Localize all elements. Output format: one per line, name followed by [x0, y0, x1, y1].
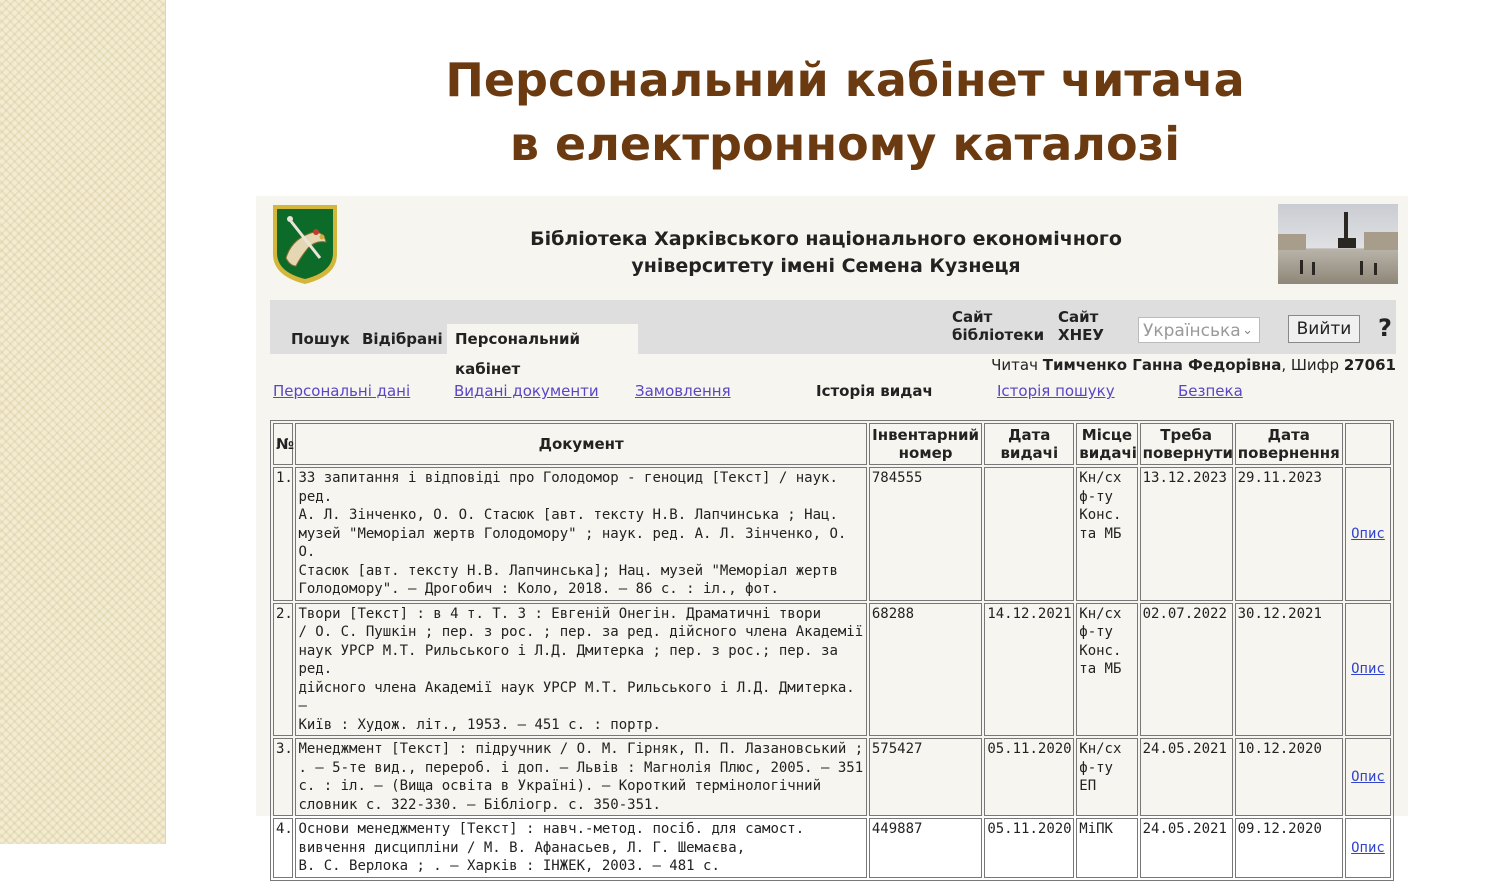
exit-button[interactable]: Вийти — [1288, 315, 1360, 343]
header-num: № — [273, 423, 293, 465]
row-document: Основи менеджменту [Текст] : навч.-метод. посіб. для самост. вивчення дисципліни / М. В. Афанасьев, Л. Г. Шемаєва, В. С. Верлока ; . — Харків : ІНЖЕК, 2003. — 481 с. — [295, 818, 866, 878]
description-link[interactable]: Опис — [1351, 661, 1385, 677]
library-site-link[interactable]: Сайт бібліотеки — [952, 308, 1045, 344]
slide-title — [340, 48, 1350, 176]
description-link[interactable]: Опис — [1351, 525, 1385, 542]
table-row — [273, 603, 1391, 737]
row-actions — [1345, 738, 1391, 816]
row-issue-date — [984, 467, 1074, 601]
row-actions — [1345, 818, 1391, 878]
reader-prefix: Читач — [991, 356, 1038, 374]
university-site-link[interactable]: Сайт ХНЕУ — [1058, 308, 1104, 344]
row-inventory-number: 68288 — [869, 603, 982, 737]
library-title-line2: університету імені Семена Кузнеця — [631, 255, 1021, 277]
table-row — [273, 738, 1391, 816]
table-row — [273, 467, 1391, 601]
reader-name: Тимченко Ганна Федорівна — [1042, 356, 1282, 374]
row-document: Твори [Текст] : в 4 т. Т. 3 : Евгеній Онегін. Драматичні твори / О. С. Пушкін ; пер. з рос. ; пер. за ред. дійсного члена Академії наук УРСР М.Т. Рильського і Л.Д. Дмитерка ; пер. з рос.; пер. за ред. дійсного члена Академії наук УРСР М.Т. Рильського і Л.Д. Дмитерка. — Київ : Худож. літ., 1953. — 451 с. : портр. — [295, 603, 866, 737]
kharkiv-coat-of-arms-icon — [270, 202, 340, 286]
loan-history-table — [270, 420, 1394, 881]
row-issue-place: Кн/сх ф-ту ЕП — [1076, 738, 1137, 816]
row-due-date: 02.07.2022 — [1140, 603, 1233, 737]
slide-title-line1: Персональний кабінет читача — [445, 53, 1245, 107]
table-row — [273, 818, 1391, 878]
header-due-date: Треба повернути — [1140, 423, 1233, 465]
submenu-loan-history: Історія видач — [816, 382, 933, 400]
slide-title-line2: в електронному каталозі — [509, 117, 1181, 171]
header-return-date: Дата повернення — [1235, 423, 1343, 465]
row-issue-place: Кн/сх ф-ту Конс. та МБ — [1076, 467, 1137, 601]
description-link[interactable]: Опис — [1351, 768, 1385, 785]
row-num: 4. — [273, 818, 293, 878]
language-select[interactable] — [1138, 317, 1260, 343]
row-due-date: 24.05.2021 — [1140, 738, 1233, 816]
reader-code-label: , Шифр — [1281, 356, 1340, 374]
decorative-side-strip — [0, 0, 166, 844]
row-inventory-number: 449887 — [869, 818, 982, 878]
header-actions — [1345, 423, 1391, 465]
row-actions — [1345, 603, 1391, 737]
row-issue-date: 14.12.2021 — [984, 603, 1074, 737]
submenu-search-history[interactable]: Історія пошуку — [997, 382, 1115, 400]
row-due-date: 24.05.2021 — [1140, 818, 1233, 878]
university-photo — [1278, 204, 1398, 284]
row-inventory-number: 784555 — [869, 467, 982, 601]
header-issue-date: Дата видачі — [984, 423, 1074, 465]
row-due-date: 13.12.2023 — [1140, 467, 1233, 601]
submenu-issued-documents[interactable]: Видані документи — [454, 382, 599, 400]
row-issue-place: Кн/сх ф-ту Конс. та МБ — [1076, 603, 1137, 737]
row-return-date: 10.12.2020 — [1235, 738, 1343, 816]
row-inventory-number: 575427 — [869, 738, 982, 816]
row-actions — [1345, 467, 1391, 601]
submenu-orders[interactable]: Замовлення — [635, 382, 731, 400]
row-issue-date: 05.11.2020 — [984, 738, 1074, 816]
tab-personal-cabinet[interactable]: Персональний кабінет — [447, 324, 638, 354]
chevron-down-icon: ⌄ — [1242, 323, 1253, 338]
header-inventory-number: Інвентарний номер — [869, 423, 982, 465]
row-return-date: 09.12.2020 — [1235, 818, 1343, 878]
catalog-screenshot — [256, 196, 1408, 874]
row-num: 3. — [273, 738, 293, 816]
row-document: Менеджмент [Текст] : підручник / О. М. Гірняк, П. П. Лазановський ; . — 5-те вид., перероб. і доп. — Львів : Магнолія Плюс, 2005. — 351 с. : іл. — (Вища освіта в Україні). — Короткий термінологічний словник с. 322-330. — Бібліогр. с. 350-351. — [295, 738, 866, 816]
header-document: Документ — [295, 423, 866, 465]
submenu-security[interactable]: Безпека — [1178, 382, 1243, 400]
table-header-row — [273, 423, 1391, 465]
tab-selected[interactable]: Відібрані — [362, 330, 443, 348]
reader-code: 27061 — [1343, 356, 1396, 374]
library-title — [426, 226, 1226, 280]
row-num: 1. — [273, 467, 293, 601]
header-issue-place: Місце видачі — [1076, 423, 1137, 465]
help-icon[interactable]: ? — [1378, 314, 1392, 342]
row-document: 33 запитання і відповіді про Голодомор - геноцид [Текст] / наук. ред. А. Л. Зінченко, О. О. Стасюк [авт. тексту Н.В. Лапчинська ; Нац. музей "Меморіал жертв Голодомору" ; наук. ред. А. Л. Зінченко, О. О. Стасюк [авт. тексту Н.В. Лапчинська]; Нац. музей "Меморіал жертв Голодомору". — Дрогобич : Коло, 2018. — 86 с. : іл., фот. — [295, 467, 866, 601]
reader-info — [991, 356, 1396, 374]
row-num: 2. — [273, 603, 293, 737]
row-issue-date: 05.11.2020 — [984, 818, 1074, 878]
submenu-personal-data[interactable]: Персональні дані — [273, 382, 411, 400]
tab-search[interactable]: Пошук — [291, 330, 350, 348]
row-issue-place: МіПК — [1076, 818, 1137, 878]
row-return-date: 30.12.2021 — [1235, 603, 1343, 737]
description-link[interactable]: Опис — [1351, 839, 1385, 856]
library-title-line1: Бібліотека Харківського національного економічного — [530, 228, 1122, 250]
language-value: Українська — [1143, 321, 1241, 341]
row-return-date: 29.11.2023 — [1235, 467, 1343, 601]
